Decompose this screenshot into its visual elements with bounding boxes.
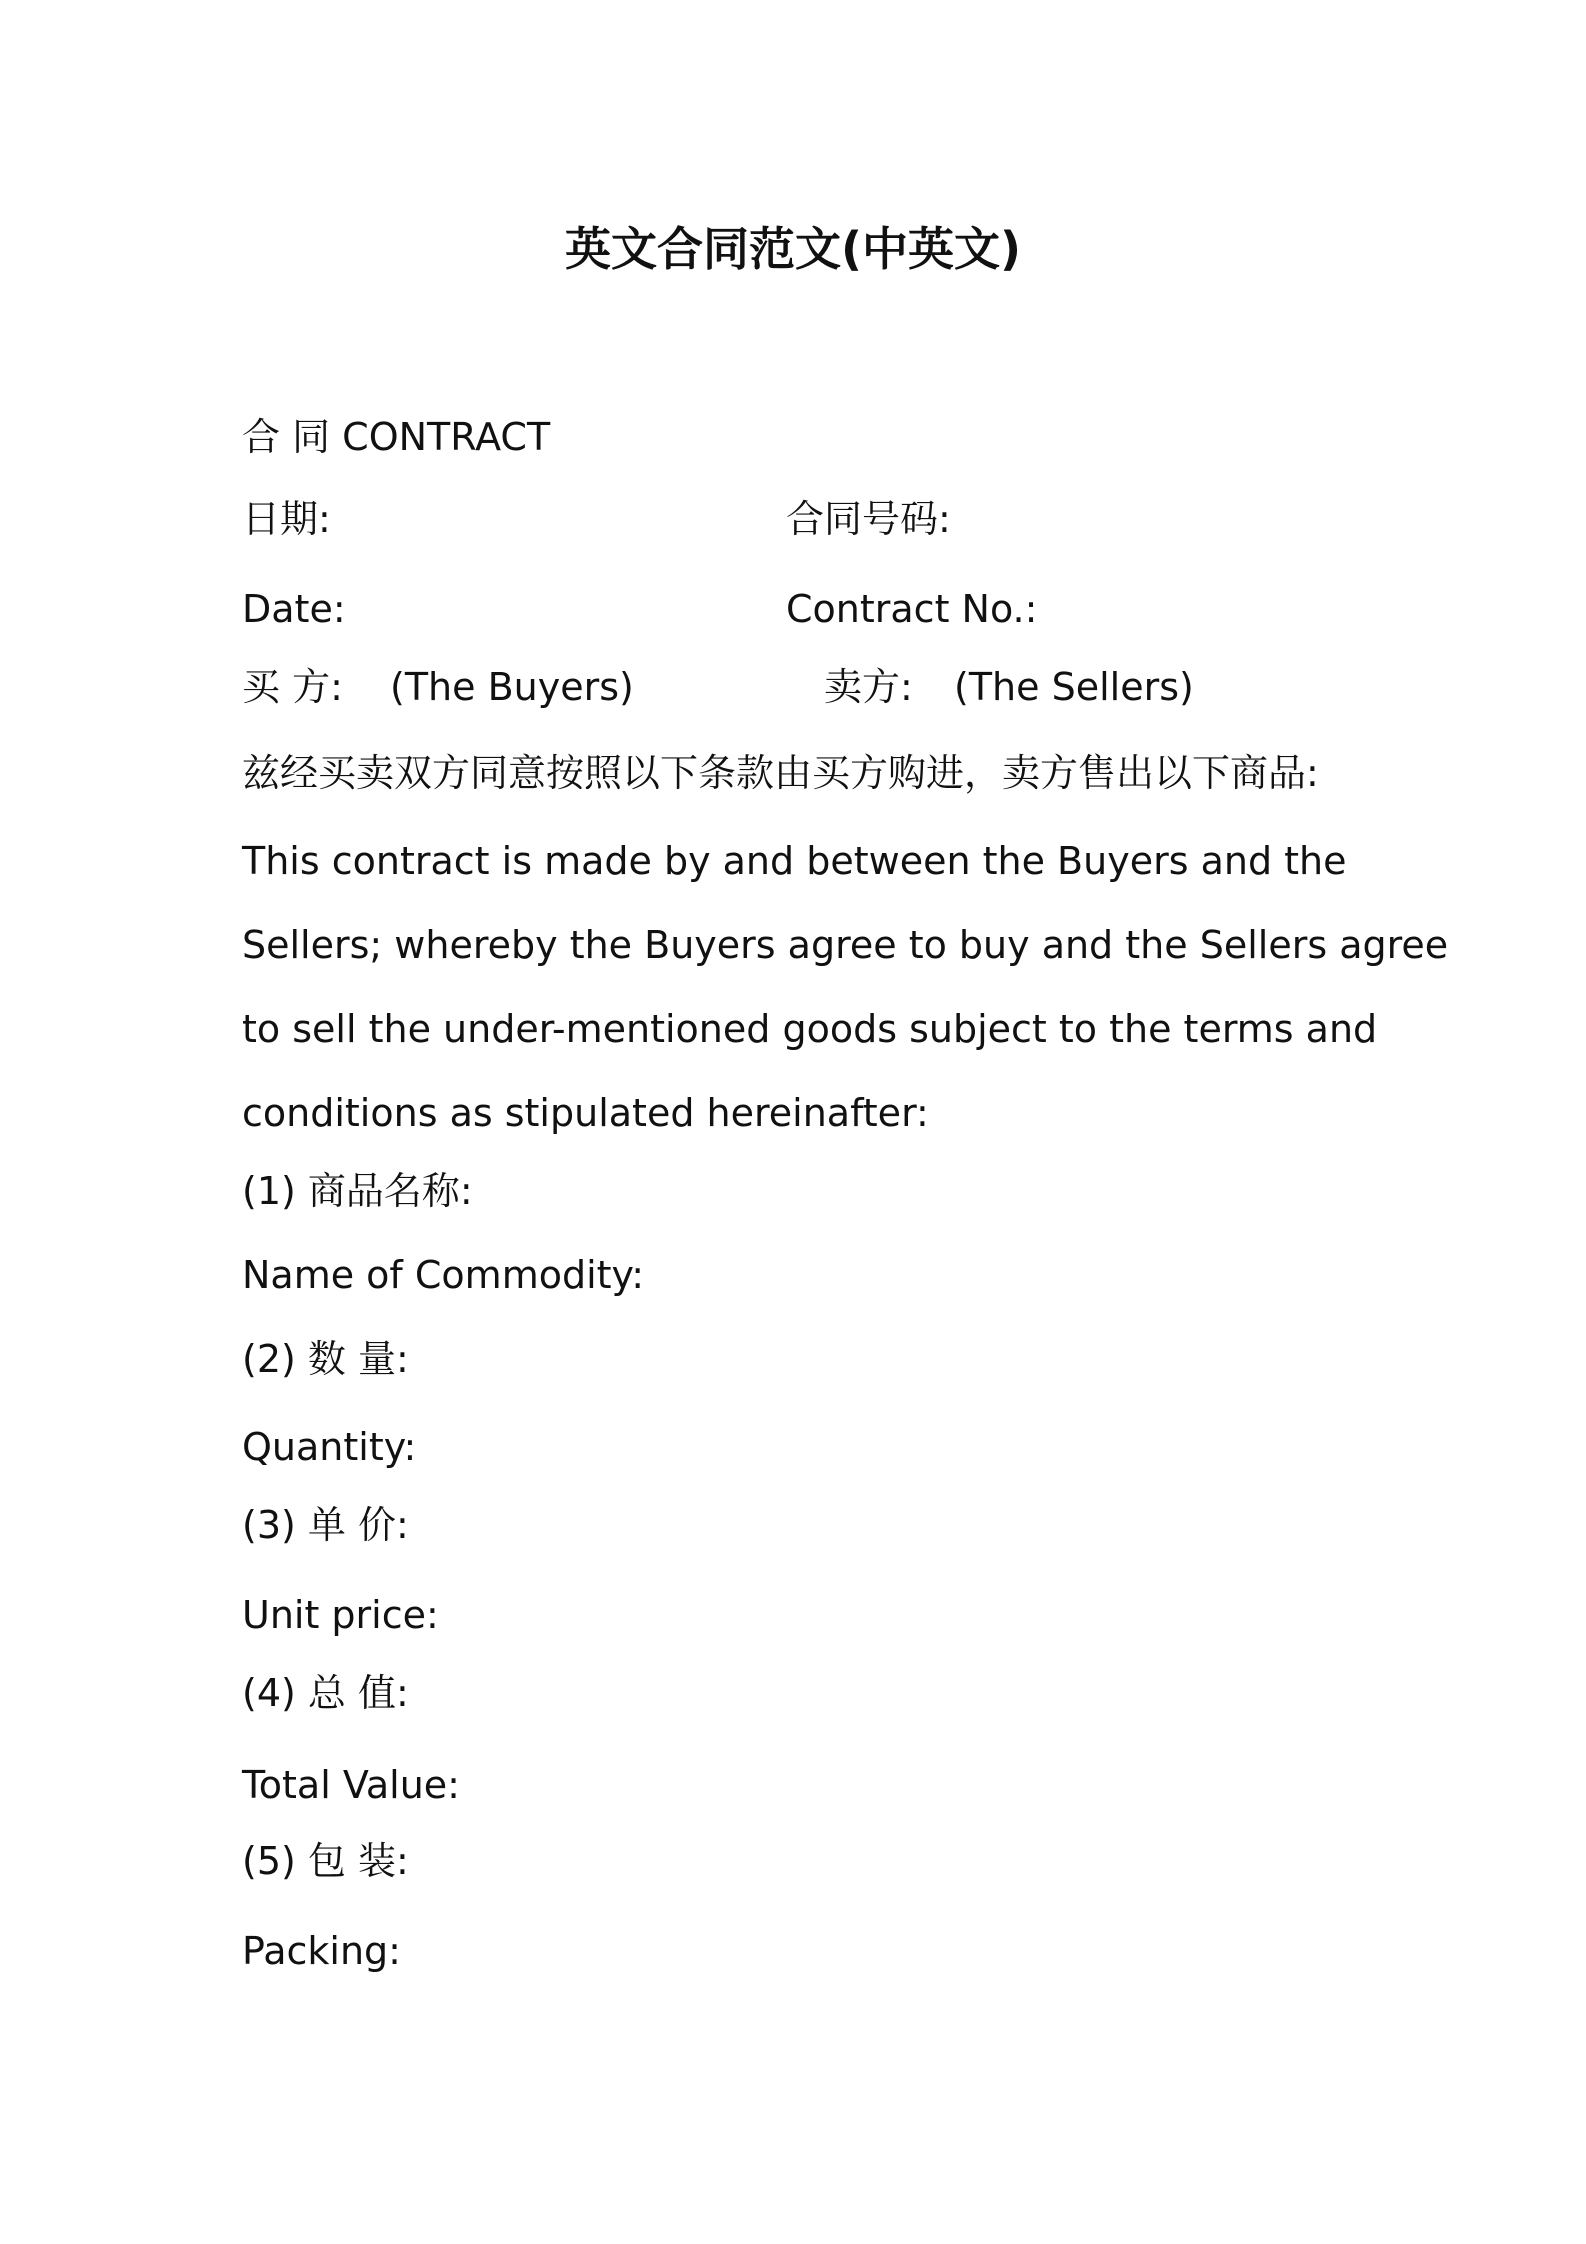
date-label-cn: 日期:: [242, 497, 331, 541]
item-label-en: Total Value:: [242, 1763, 460, 1807]
intro-paragraph-en-line: Sellers; whereby the Buyers agree to buy and the Sellers agree: [242, 923, 1449, 967]
item-label-cn: (3) 单 价:: [242, 1503, 409, 1547]
date-label-en: Date:: [242, 587, 346, 631]
intro-paragraph-en-line: to sell the under-mentioned goods subject to the terms and: [242, 1007, 1378, 1051]
seller-label-en: (The Sellers): [954, 665, 1194, 709]
contract-heading: 合 同 CONTRACT: [242, 415, 551, 459]
item-label-cn: (1) 商品名称:: [242, 1169, 473, 1213]
item-label-en: Name of Commodity:: [242, 1253, 645, 1297]
contract-number-label-cn: 合同号码:: [786, 497, 951, 541]
item-label-cn: (2) 数 量:: [242, 1337, 409, 1381]
intro-paragraph-en-line: conditions as stipulated hereinafter:: [242, 1091, 929, 1135]
item-label-en: Quantity:: [242, 1425, 417, 1469]
item-label-en: Unit price:: [242, 1593, 439, 1637]
item-label-cn: (5) 包 装:: [242, 1839, 409, 1883]
item-label-en: Packing:: [242, 1929, 401, 1973]
contract-number-label-en: Contract No.:: [786, 587, 1038, 631]
buyer-label-cn: 买 方:: [242, 665, 343, 709]
intro-paragraph-en-line: This contract is made by and between the Buyers and the: [242, 839, 1347, 883]
item-label-cn: (4) 总 值:: [242, 1671, 409, 1715]
seller-label-cn: 卖方:: [824, 665, 913, 709]
buyer-label-en: (The Buyers): [390, 665, 634, 709]
document-title: 英文合同范文(中英文): [564, 222, 1022, 276]
intro-paragraph-cn: 兹经买卖双方同意按照以下条款由买方购进，卖方售出以下商品:: [242, 751, 1319, 795]
